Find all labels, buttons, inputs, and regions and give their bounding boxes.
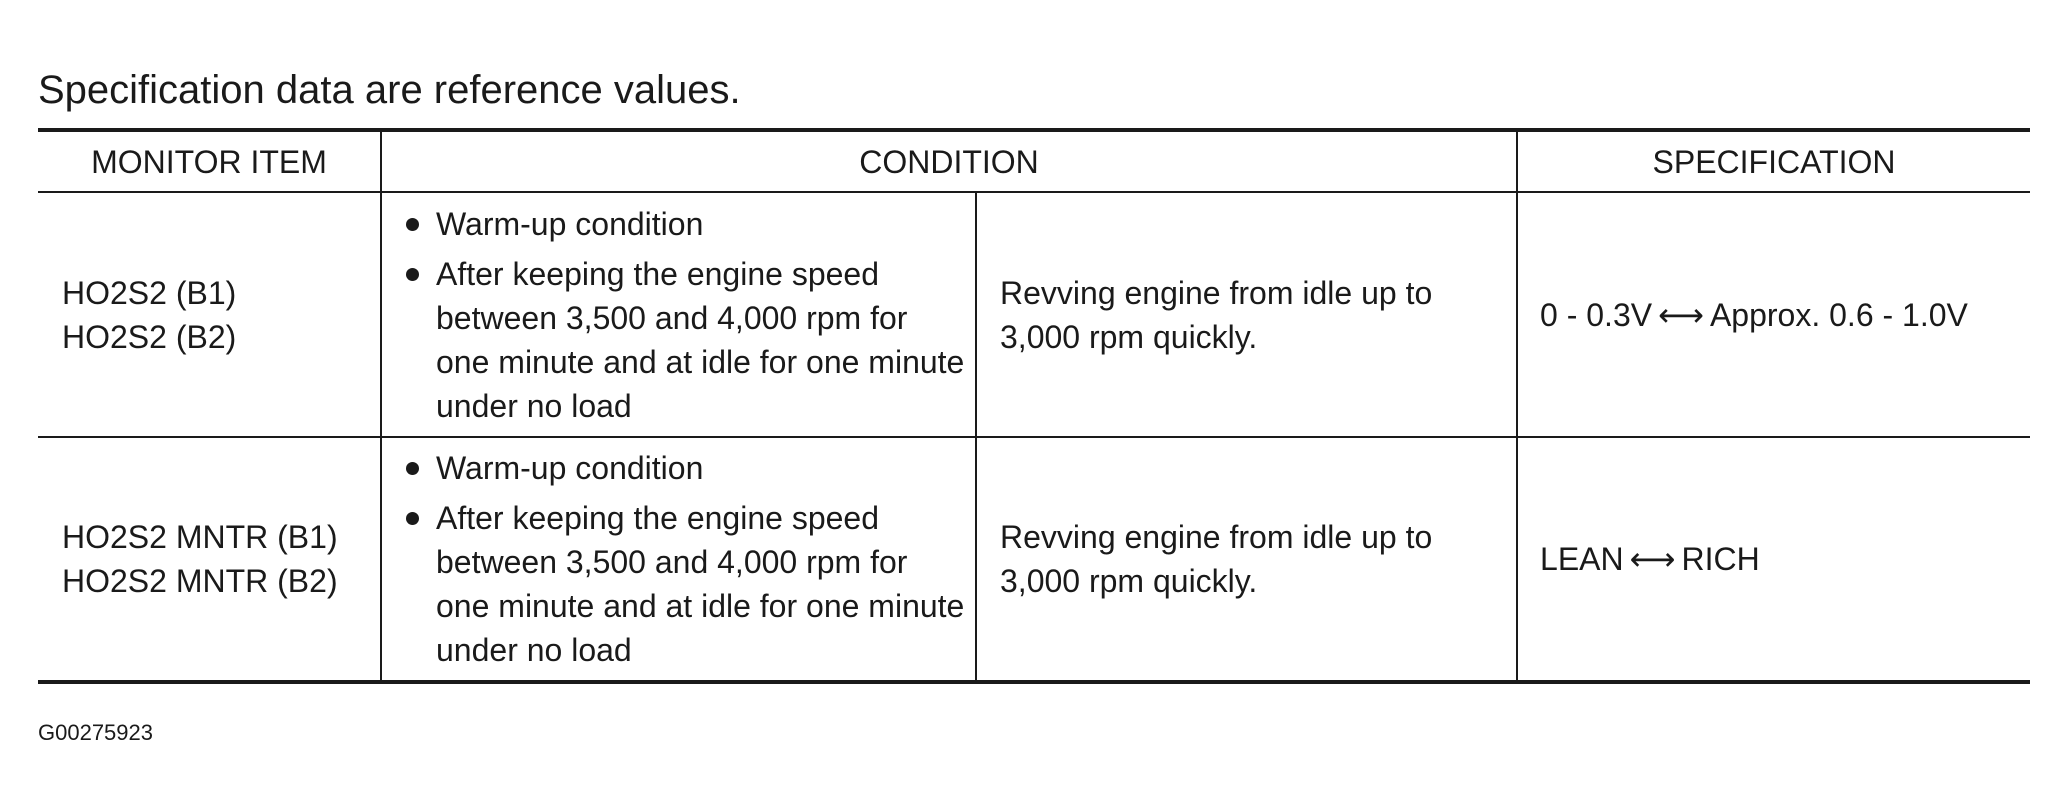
condition-text: Warm-up condition bbox=[436, 205, 704, 242]
bullet-icon bbox=[406, 512, 419, 525]
action-cell bbox=[976, 192, 1517, 437]
specification-cell bbox=[1517, 437, 2030, 682]
condition-cell bbox=[381, 192, 976, 437]
monitor-item-name: HO2S2 (B1) bbox=[62, 274, 237, 311]
double-arrow-icon: ⟷ bbox=[1629, 541, 1676, 577]
specification-cell bbox=[1517, 192, 2030, 437]
condition-text: Warm-up condition bbox=[436, 450, 704, 486]
monitor-item-name: HO2S2 MNTR (B2) bbox=[62, 563, 338, 599]
condition-item bbox=[404, 446, 965, 490]
spec-to: Approx. 0.6 - 1.0V bbox=[1709, 296, 1968, 333]
table-header-row bbox=[38, 130, 2030, 192]
condition-text: After keeping the engine speed between 3,500 and 4,000 rpm for one minute and at idle for one minute under no load bbox=[436, 500, 965, 668]
condition-text: After keeping the engine speed between 3,500 and 4,000 rpm for one minute and at idle for one minute under no load bbox=[436, 255, 965, 424]
monitor-item-name: HO2S2 MNTR (B1) bbox=[62, 519, 338, 555]
intro-text: Specification data are reference values. bbox=[38, 68, 741, 112]
condition-item bbox=[404, 202, 965, 246]
monitor-item-name: HO2S2 (B2) bbox=[62, 318, 237, 355]
spec-to: RICH bbox=[1681, 541, 1760, 577]
table-row bbox=[38, 192, 2030, 437]
bullet-icon bbox=[406, 462, 419, 475]
header-specification: SPECIFICATION bbox=[1517, 130, 2030, 192]
specification-table bbox=[38, 128, 2030, 684]
header-monitor-item: MONITOR ITEM bbox=[38, 130, 381, 192]
monitor-item-cell bbox=[38, 437, 381, 682]
figure-id: G00275923 bbox=[38, 720, 153, 745]
condition-list bbox=[382, 446, 975, 672]
spec-from: 0 - 0.3V bbox=[1540, 296, 1653, 333]
condition-item bbox=[404, 496, 965, 672]
action-text: Revving engine from idle up to 3,000 rpm quickly. bbox=[1000, 519, 1433, 599]
condition-list bbox=[382, 202, 975, 428]
spec-from: LEAN bbox=[1540, 541, 1624, 577]
condition-cell bbox=[381, 437, 976, 682]
double-arrow-icon: ⟷ bbox=[1658, 296, 1704, 333]
header-condition: CONDITION bbox=[381, 130, 1517, 192]
action-text: Revving engine from idle up to 3,000 rpm quickly. bbox=[1000, 274, 1433, 355]
monitor-item-cell bbox=[38, 192, 381, 437]
bullet-icon bbox=[406, 218, 419, 231]
action-cell bbox=[976, 437, 1517, 682]
table-row bbox=[38, 437, 2030, 682]
bullet-icon bbox=[406, 268, 419, 281]
condition-item bbox=[404, 252, 965, 428]
